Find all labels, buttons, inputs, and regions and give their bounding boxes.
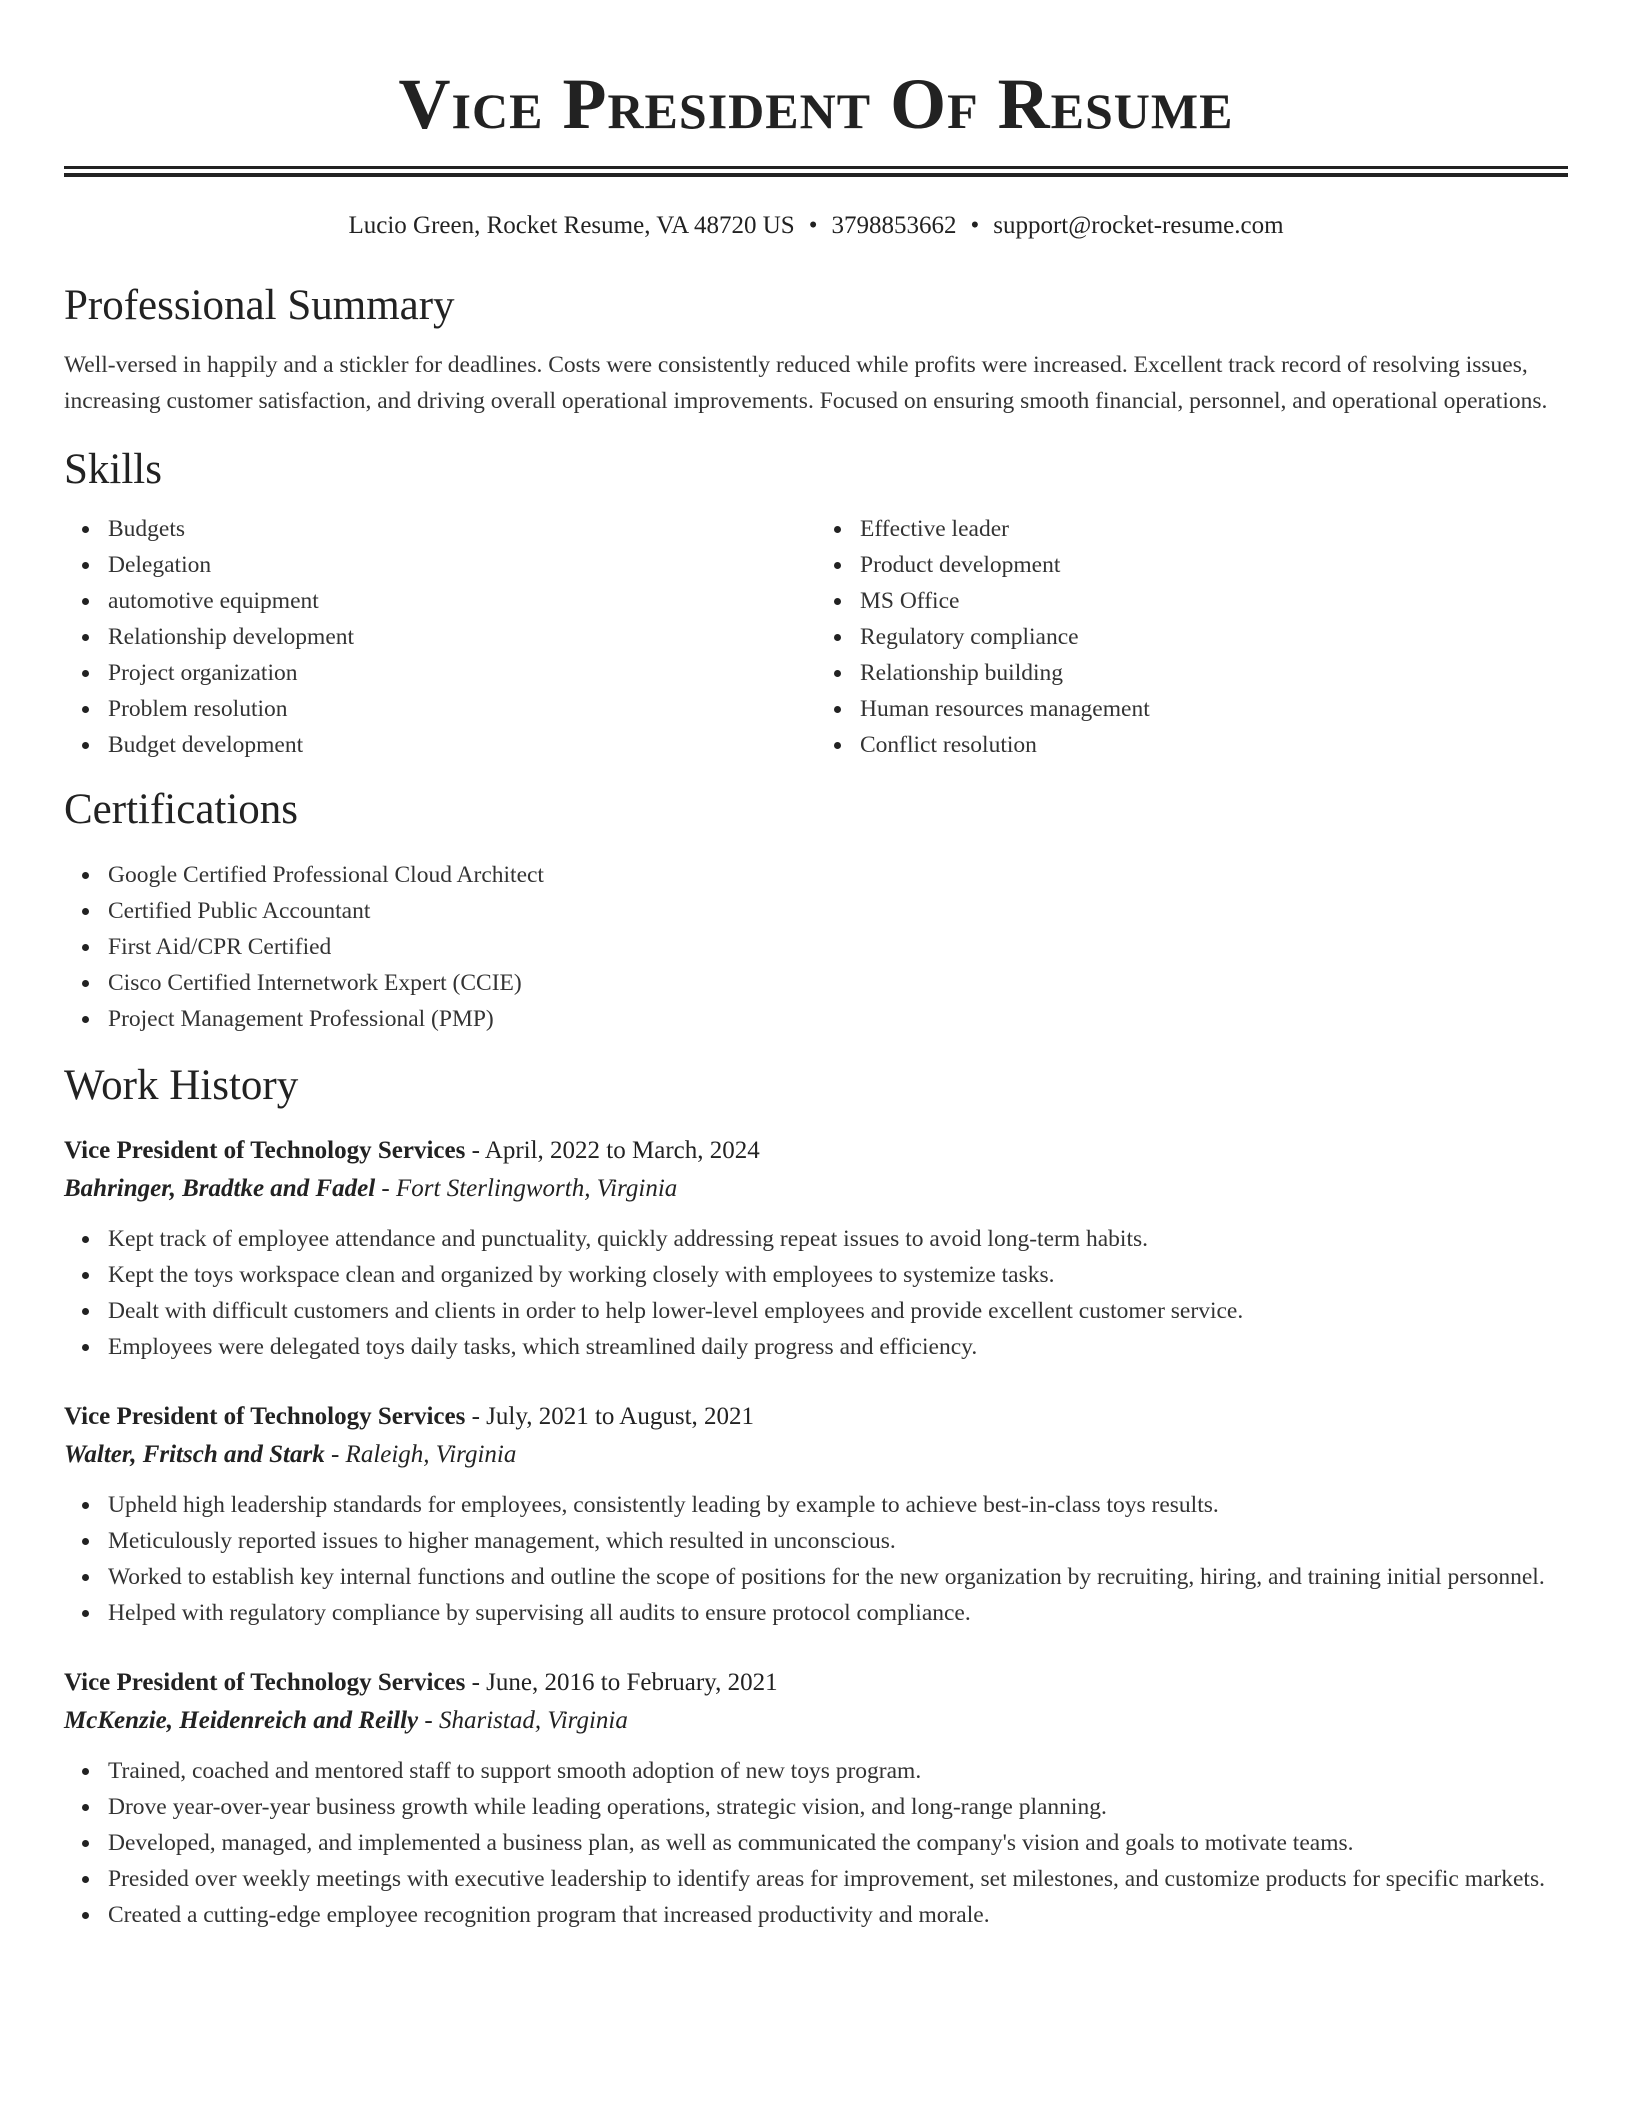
skills-heading: Skills [64, 446, 162, 493]
contact-line [64, 211, 1568, 241]
certification-item: First Aid/CPR Certified [108, 929, 1568, 965]
job-title-line [64, 1133, 1568, 1169]
job-bullet: Helped with regulatory compliance by supervising all audits to ensure protocol compliance. [108, 1595, 1568, 1631]
work-history-heading: Work History [64, 1062, 299, 1109]
job-location: - Raleigh, Virginia [324, 1441, 517, 1468]
job-location: - Sharistad, Virginia [418, 1707, 628, 1734]
job-company: Bahringer, Bradtke and Fadel [64, 1175, 376, 1202]
contact-phone: 3798853662 [831, 212, 957, 239]
contact-address: Lucio Green, Rocket Resume, VA 48720 US [348, 212, 795, 239]
summary-heading: Professional Summary [64, 282, 455, 329]
job-bullet: Dealt with difficult customers and clients in order to help lower-level employees and provide excellent customer service. [108, 1293, 1568, 1329]
skills-list-left [64, 511, 816, 763]
skill-item: Relationship building [860, 655, 1568, 691]
skill-item: Budget development [108, 727, 816, 763]
skill-item: Relationship development [108, 619, 816, 655]
skill-item: Problem resolution [108, 691, 816, 727]
job-bullet: Created a cutting-edge employee recognition program that increased productivity and morale. [108, 1897, 1568, 1933]
skill-item: Conflict resolution [860, 727, 1568, 763]
skill-item: automotive equipment [108, 583, 816, 619]
job-title-line [64, 1399, 1568, 1435]
job-company: Walter, Fritsch and Stark [64, 1441, 325, 1468]
job-company-line [64, 1701, 1568, 1741]
job-title-line [64, 1665, 1568, 1701]
job-bullets [64, 1753, 1568, 1933]
job-title: Vice President of Technology Services [64, 1137, 466, 1164]
job-bullet: Developed, managed, and implemented a business plan, as well as communicated the company's vision and goals to motivate teams. [108, 1825, 1568, 1861]
certifications-list [64, 857, 1568, 1037]
skill-item: Regulatory compliance [860, 619, 1568, 655]
skill-item: Effective leader [860, 511, 1568, 547]
job-entry [64, 1399, 1568, 1631]
job-location: - Fort Sterlingworth, Virginia [375, 1175, 678, 1202]
skills-columns [64, 511, 1568, 763]
resume-name-title: Vice President Of Resume [398, 64, 1234, 144]
skill-item: Product development [860, 547, 1568, 583]
resume-page [64, 0, 1568, 1933]
contact-separator: • [808, 212, 818, 239]
skill-item: Delegation [108, 547, 816, 583]
job-bullet: Upheld high leadership standards for employees, consistently leading by example to achieve best-in-class toys results. [108, 1487, 1568, 1523]
skills-list-right [816, 511, 1568, 763]
job-company-line [64, 1435, 1568, 1475]
job-entry [64, 1665, 1568, 1933]
job-entry [64, 1133, 1568, 1365]
job-bullet: Kept the toys workspace clean and organized by working closely with employees to systemize tasks. [108, 1257, 1568, 1293]
job-dates: - June, 2016 to February, 2021 [465, 1669, 778, 1696]
job-dates: - July, 2021 to August, 2021 [465, 1403, 755, 1430]
job-bullet: Drove year-over-year business growth while leading operations, strategic vision, and long-range planning. [108, 1789, 1568, 1825]
skill-item: Human resources management [860, 691, 1568, 727]
job-bullet: Employees were delegated toys daily tasks, which streamlined daily progress and efficiency. [108, 1329, 1568, 1365]
job-bullet: Trained, coached and mentored staff to support smooth adoption of new toys program. [108, 1753, 1568, 1789]
job-bullet: Kept track of employee attendance and punctuality, quickly addressing repeat issues to avoid long-term habits. [108, 1221, 1568, 1257]
skill-item: Project organization [108, 655, 816, 691]
job-bullets [64, 1221, 1568, 1365]
certification-item: Project Management Professional (PMP) [108, 1001, 1568, 1037]
job-company: McKenzie, Heidenreich and Reilly [64, 1707, 419, 1734]
job-title: Vice President of Technology Services [64, 1669, 466, 1696]
contact-email: support@rocket-resume.com [993, 212, 1284, 239]
certification-item: Certified Public Accountant [108, 893, 1568, 929]
job-dates: - April, 2022 to March, 2024 [465, 1137, 760, 1164]
job-title: Vice President of Technology Services [64, 1403, 466, 1430]
job-bullet: Worked to establish key internal functions and outline the scope of positions for the new organization by recruiting, hiring, and training initial personnel. [108, 1559, 1568, 1595]
job-company-line [64, 1169, 1568, 1209]
job-bullet: Presided over weekly meetings with executive leadership to identify areas for improvement, set milestones, and customize products for specific markets. [108, 1861, 1568, 1897]
contact-separator: • [970, 212, 980, 239]
certifications-heading: Certifications [64, 786, 299, 833]
job-bullets [64, 1487, 1568, 1631]
job-bullet: Meticulously reported issues to higher management, which resulted in unconscious. [108, 1523, 1568, 1559]
certification-item: Google Certified Professional Cloud Architect [108, 857, 1568, 893]
skill-item: Budgets [108, 511, 816, 547]
header-double-rule [64, 166, 1568, 177]
certification-item: Cisco Certified Internetwork Expert (CCIE) [108, 965, 1568, 1001]
skill-item: MS Office [860, 583, 1568, 619]
summary-text: Well-versed in happily and a stickler for deadlines. Costs were consistently reduced while profits were increased. Excellent track record of resolving issues, increasing customer satisfaction, and driving overall operational improvements. Focused on ensuring smooth financial, personnel, and operational operations. [64, 352, 1548, 414]
